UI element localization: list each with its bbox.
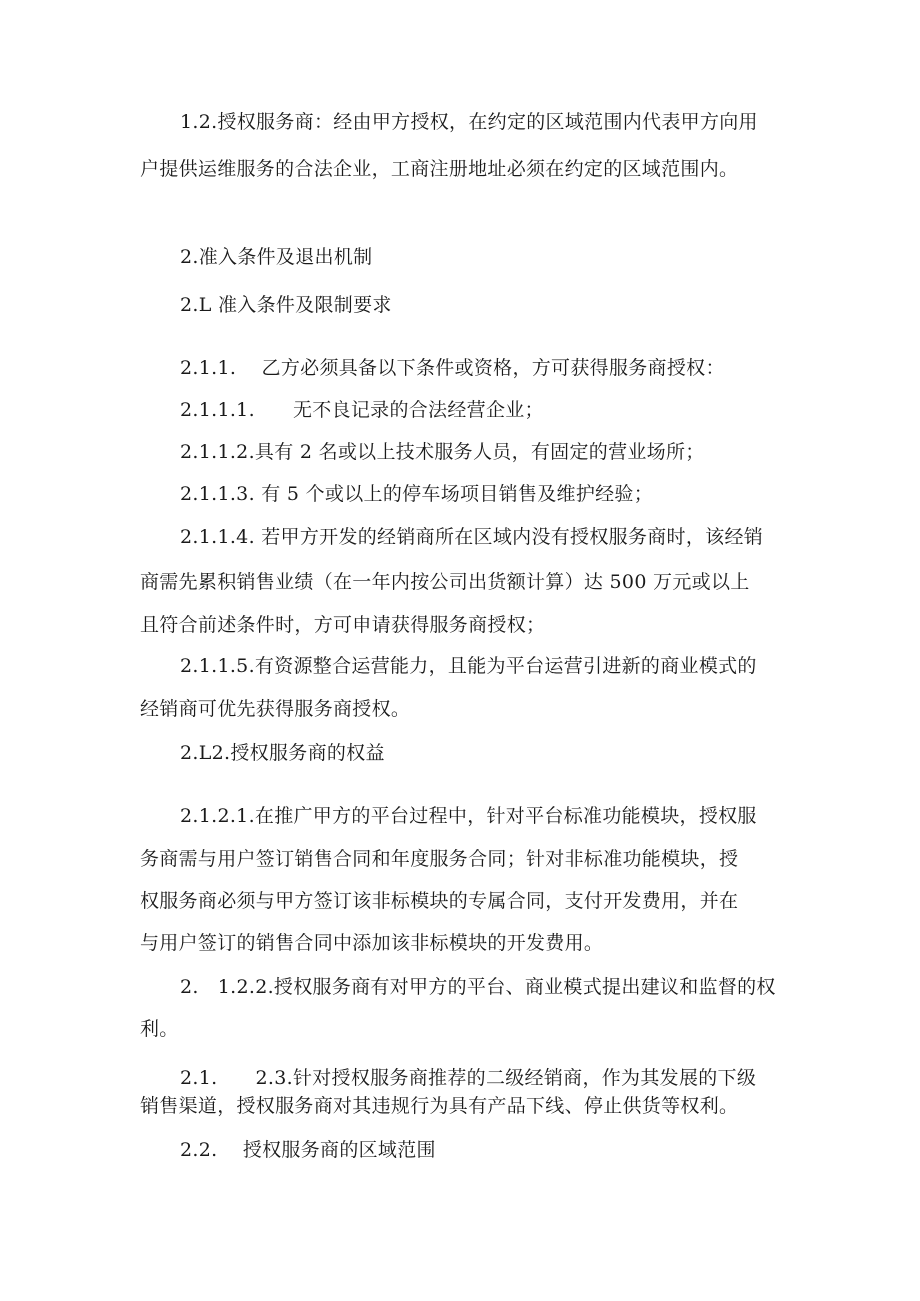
heading-2-1-2: 2.L2.授权服务商的权益 xyxy=(180,742,385,764)
heading-2-1: 2.L 准入条件及限制要求 xyxy=(180,294,392,316)
para-2-1-2-1-line-4: 与用户签订的销售合同中添加该非标模块的开发费用。 xyxy=(140,932,604,954)
para-2-1-2-1-line-2: 务商需与用户签订销售合同和年度服务合同；针对非标准功能模块，授 xyxy=(140,848,739,870)
para-1-2-line-2: 户提供运维服务的合法企业，工商注册地址必须在约定的区域范围内。 xyxy=(140,158,739,180)
para-2-1-2-2-line-1: 2. 1.2.2.授权服务商有对甲方的平台、商业模式提出建议和监督的权 xyxy=(180,976,776,998)
para-2-1-1-2: 2.1.1.2.具有 2 名或以上技术服务人员，有固定的营业场所； xyxy=(180,441,705,463)
para-2-1-1-4-line-2: 商需先累积销售业绩（在一年内按公司出货额计算）达 500 万元或以上 xyxy=(140,571,750,593)
para-1-2-line-1: 1.2.授权服务商：经由甲方授权，在约定的区域范围内代表甲方向用 xyxy=(180,111,758,133)
para-2-1-2-2-line-2: 利。 xyxy=(140,1018,179,1040)
para-2-1-1-1: 2.1.1.1. 无不良记录的合法经营企业； xyxy=(180,399,544,421)
para-2-1-2-1-line-3: 权服务商必须与甲方签订该非标模块的专属合同，支付开发费用，并在 xyxy=(140,890,739,912)
para-2-1-1: 2.1.1. 乙方必须具备以下条件或资格，方可获得服务商授权： xyxy=(180,357,725,379)
para-2-1-1-3: 2.1.1.3. 有 5 个或以上的停车场项目销售及维护经验； xyxy=(180,483,654,505)
para-2-1-1-4-line-1: 2.1.1.4. 若甲方开发的经销商所在区域内没有授权服务商时，该经销 xyxy=(180,526,764,548)
para-2-1-1-5-line-2: 经销商可优先获得服务商授权。 xyxy=(140,698,411,720)
para-2-1-2-1-line-1: 2.1.2.1.在推广甲方的平台过程中，针对平台标准功能模块，授权服 xyxy=(180,805,757,827)
heading-2-2: 2.2. 授权服务商的区域范围 xyxy=(180,1139,436,1161)
para-2-1-1-4-line-3: 且符合前述条件时，方可申请获得服务商授权； xyxy=(140,614,546,636)
heading-2: 2.准入条件及退出机制 xyxy=(180,246,373,268)
para-2-3-line-2: 销售渠道，授权服务商对其违规行为具有产品下线、停止供货等权利。 xyxy=(140,1095,739,1117)
para-2-1-1-5-line-1: 2.1.1.5.有资源整合运营能力，且能为平台运营引进新的商业模式的 xyxy=(180,655,757,677)
para-2-3-line-1: 2.1. 2.3.针对授权服务商推荐的二级经销商，作为其发展的下级 xyxy=(180,1067,757,1089)
